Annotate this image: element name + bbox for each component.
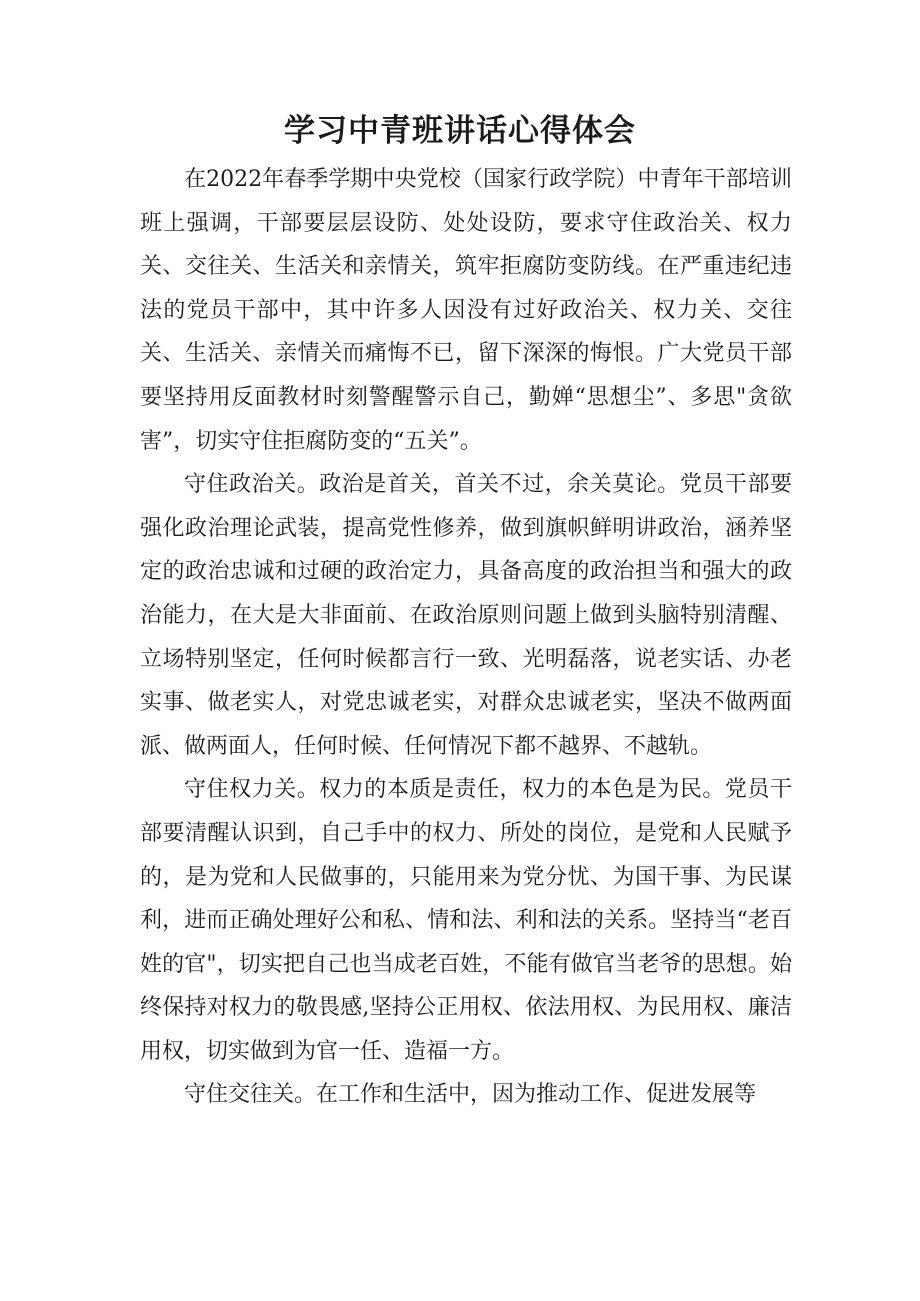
paragraph-social: 守住交往关。在工作和生活中，因为推动工作、促进发展等 [184,1082,757,1108]
paragraph-intro: 在2022年春季学期中央党校（国家行政学院）中青年干部培训班上强调，干部要层层设防、处处设防，要求守住政治关、权力关、交往关、生活关和亲情关，筑牢拒腐防变防线。在严重违纪违法的党员干部中，其中许多人因没有过好政治关、权力关、交往关、生活关、亲情关而痛悔不已，留下深深的悔恨。广大党员干部要坚持用反面教材时刻警醒警示自己，勤婵“思想尘”、多思"贪欲害”，切实守住拒腐防变的“五关”。 [140,167,792,454]
paragraph-power: 守住权力关。权力的本质是责任，权力的本色是为民。党员干部要清醒认识到，自己手中的权力、所处的岗位，是党和人民赋予的，是为党和人民做事的，只能用来为党分忧、为国干事、为民谋利，进而正确处理好公和私、情和法、利和法的关系。坚持当“老百姓的官"，切实把自己也当成老百姓，不能有做官当老爷的思想。始终保持对权力的敬畏感,坚持公正用权、依法用权、为民用权、廉洁用权，切实做到为官一任、造福一方。 [140,777,792,1064]
document-title: 学习中青班讲话心得体会 [284,113,636,149]
document-body [140,158,792,1117]
paragraph-political: 守住政治关。政治是首关，首关不过，余关莫论。党员干部要强化政治理论武装，提高党性修养，做到旗帜鲜明讲政治，涵养坚定的政治忠诚和过硬的政治定力，具备高度的政治担当和强大的政治能力，在大是大非面前、在政治原则问题上做到头脑特别清醒、立场特别坚定，任何时候都言行一致、光明磊落，说老实话、办老实事、做老实人，对党忠诚老实，对群众忠诚老实，坚决不做两面派、做两面人，任何时候、任何情况下都不越界、不越轨。 [140,472,792,759]
